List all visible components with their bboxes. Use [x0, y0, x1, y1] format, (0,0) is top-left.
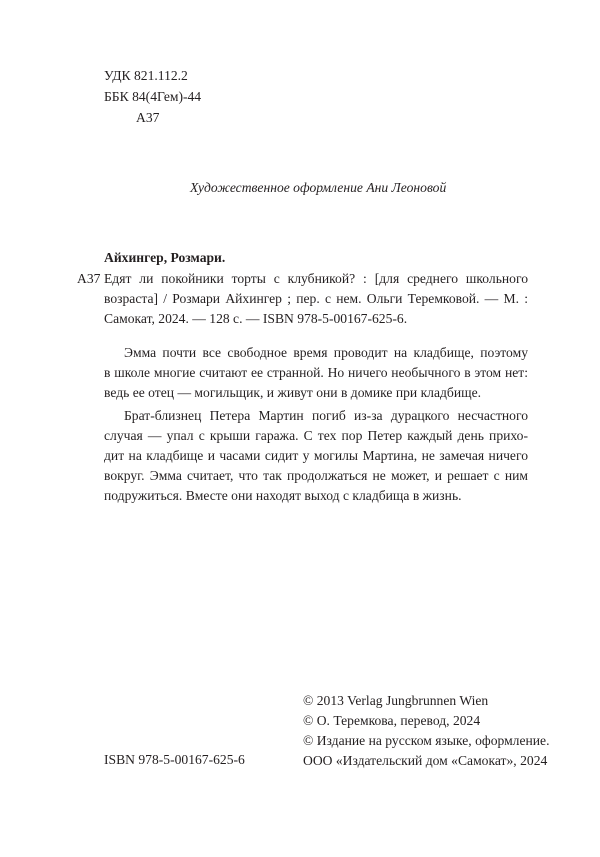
- annotation-line: дит на кладбище и часами сидит у могилы Мартина, не замечая ничего: [104, 448, 528, 463]
- bibliographic-mark: А37: [77, 271, 101, 286]
- annotation-paragraph-1: [104, 343, 528, 403]
- bibliographic-line: Самокат, 2024. — 128 с. — ISBN 978-5-00167-625-6.: [104, 311, 408, 326]
- copyright-line: © Издание на русском языке, оформление.: [303, 733, 550, 748]
- annotation-line: вокруг. Эмма считает, что так продолжаться не может, и решает с ним: [104, 468, 528, 483]
- annotation-paragraph-2: [104, 406, 528, 506]
- isbn: ISBN 978-5-00167-625-6: [104, 752, 245, 767]
- annotation-line: Эмма почти все свободное время проводит на кладбище, поэтому: [124, 345, 528, 360]
- udk-code: УДК 821.112.2: [104, 68, 188, 83]
- annotation-line: случая — упал с крыши гаража. С тех пор Петер каждый день прихо-: [104, 428, 528, 443]
- annotation-line: Брат-близнец Петера Мартин погиб из-за дурацкого несчастного: [124, 408, 528, 423]
- bibliographic-line: Едят ли покойники торты с клубникой? : [для среднего школьного: [104, 271, 528, 286]
- author-mark: А37: [136, 110, 160, 125]
- bbk-code: ББК 84(4Гем)-44: [104, 89, 202, 104]
- copyright-line: © О. Теремкова, перевод, 2024: [303, 713, 481, 728]
- bibliographic-line: возраста] / Розмари Айхингер ; пер. с нем. Ольги Теремковой. — М. :: [104, 291, 528, 306]
- annotation-line: в школе многие считают ее странной. Но ничего необычного в этом нет:: [104, 365, 528, 380]
- bibliographic-description: [104, 269, 528, 329]
- annotation-line: подружиться. Вместе они находят выход с кладбища в жизнь.: [104, 488, 462, 503]
- copyright-line: © 2013 Verlag Jungbrunnen Wien: [303, 693, 489, 708]
- design-credit: Художественное оформление Ани Леоновой: [190, 180, 447, 195]
- bibliographic-heading: Айхингер, Розмари.: [104, 250, 226, 265]
- copyright-line: ООО «Издательский дом «Самокат», 2024: [303, 753, 548, 768]
- annotation-line: ведь ее отец — могильщик, и живут они в домике при кладбище.: [104, 385, 482, 400]
